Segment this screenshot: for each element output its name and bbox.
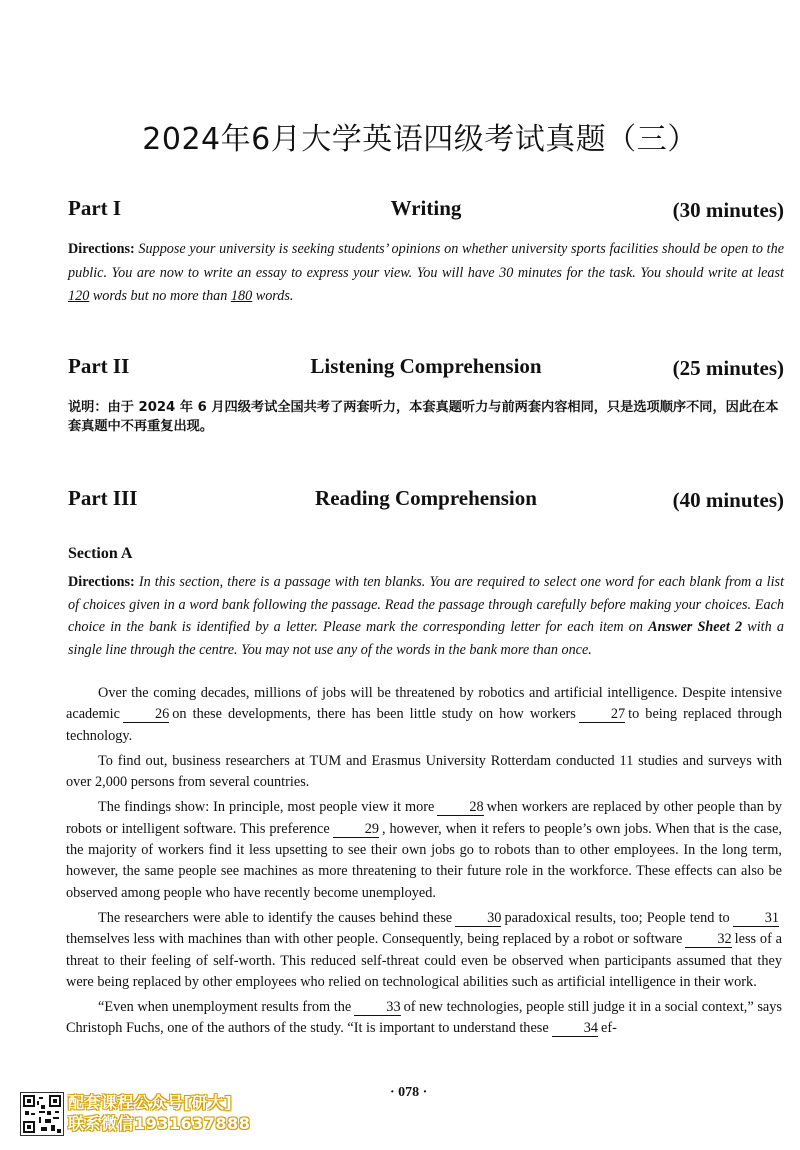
part3-directions [68,571,784,661]
blank-34: 34 [552,1020,598,1037]
part1-directions-mid: words but no more than [89,288,231,304]
p5-text-c: ef- [601,1020,617,1037]
promo-banner [68,1092,318,1134]
blank-28: 28 [437,799,483,816]
part1-header [68,196,784,226]
max-words: 180 [230,288,253,304]
part2-note: 说明：由于 2024 年 6 月四级考试全国共考了两套听力，本套真题听力与前两套内容相同，只是选项顺序不同，因此在本套真题中不再重复出现。 [68,400,779,434]
p3-text-b: when workers are replaced by other people than by robots or intelligent software. This preference [66,799,782,837]
blank-29: 29 [333,821,379,838]
passage-paragraph-3 [66,797,782,903]
p4-text-d: less of a threat to their feeling of self-worth. This reduced self-threat could even be observed when participants assumed that they were being replaced by other employees who relied on technological abilities such as artificial intelligence in their work. [66,931,783,990]
part3-time: (40 minutes) [672,488,784,512]
blank-32: 32 [685,931,731,948]
blank-26: 26 [123,706,169,723]
part1-name: Writing [390,196,462,220]
answer-sheet-ref: Answer Sheet 2 [648,619,743,635]
passage-paragraph-4 [66,908,782,993]
p1-text-b: on these developments, there has been little study on how workers [172,706,576,723]
p5-text-a: “Even when unemployment results from the [98,999,352,1016]
page-title: 2024年6月大学英语四级考试真题（三） [142,122,698,157]
passage-paragraph-2: To find out, business researchers at TUM and Erasmus University Rotterdam conducted 11 studies and surveys with over 2,000 persons from several countries. [66,752,782,791]
part1-directions [68,238,784,309]
promo-line-2: 联系微信1931637888 [68,1114,251,1133]
part3-label: Part III [68,486,138,510]
part2-label: Part II [68,354,130,378]
part3-header [68,486,784,516]
min-words: 120 [68,288,90,304]
part2-name: Listening Comprehension [310,354,542,378]
blank-31: 31 [733,910,779,927]
reading-passage [66,683,782,1044]
part3-directions-post: with a single line through the centre. You may not use any of the words in the bank more than once. [68,619,784,658]
part1-directions-pre: Suppose your university is seeking students’ opinions on whether university sports facilities should be open to the public. You are now to write an essay to express your view. You will have 30 minutes for the task. You should write at least [68,241,784,281]
part3-name: Reading Comprehension [315,486,537,510]
blank-27: 27 [579,706,625,723]
p4-text-c: themselves less with machines than with other people. Consequently, being replaced by a robot or software [66,931,683,948]
part1-directions-text [68,241,784,304]
part1-label: Part I [68,196,122,220]
p4-text-b: paradoxical results, too; People tend to [504,909,730,926]
part3-directions-label: Directions: [68,574,135,590]
p1-text-c: to being replaced through technology. [66,706,782,744]
qr-code-icon [20,1092,64,1136]
part2-header [68,354,784,384]
blank-30: 30 [455,910,501,927]
part1-directions-post: words. [252,288,294,304]
section-a-heading: Section A [68,545,133,562]
p1-text-a: Over the coming decades, millions of jobs will be threatened by robotics and artificial intelligence. Despite intensive academic [66,685,782,723]
part2-time: (25 minutes) [672,356,784,380]
promo-line-1: 配套课程公众号[研大] [68,1093,233,1112]
passage-paragraph-5 [66,997,782,1040]
part3-directions-pre: In this section, there is a passage with ten blanks. You are required to select one word for each blank from a list of choices given in a word bank following the passage. Read the passage through carefully before making your choices. Each choice in the bank is identified by a letter. Please mark the corresponding letter for each item on [68,574,785,635]
part3-directions-text [68,574,784,658]
part1-directions-label: Directions: [68,241,135,257]
blank-33: 33 [354,999,400,1016]
p5-text-b: of new technologies, people still judge it in a social context,” says Christoph Fuchs, one of the authors of the study. “It is important to understand these [66,999,782,1037]
p4-text-a: The researchers were able to identify the causes behind these [98,909,453,926]
page-number: · 078 · [390,1085,428,1100]
p3-text-a: The findings show: In principle, most people view it more [98,799,435,816]
p3-text-c: , however, when it refers to people’s own jobs. When that is the case, the majority of workers find it less upsetting to see their own jobs go to robots than to other employees. In the long term, however, the same people see machines as more threatening to their future role in the workforce. These effects can also be observed among people who have recently become unemployed. [66,820,782,901]
part1-time: (30 minutes) [672,198,784,222]
passage-paragraph-1 [66,683,782,747]
